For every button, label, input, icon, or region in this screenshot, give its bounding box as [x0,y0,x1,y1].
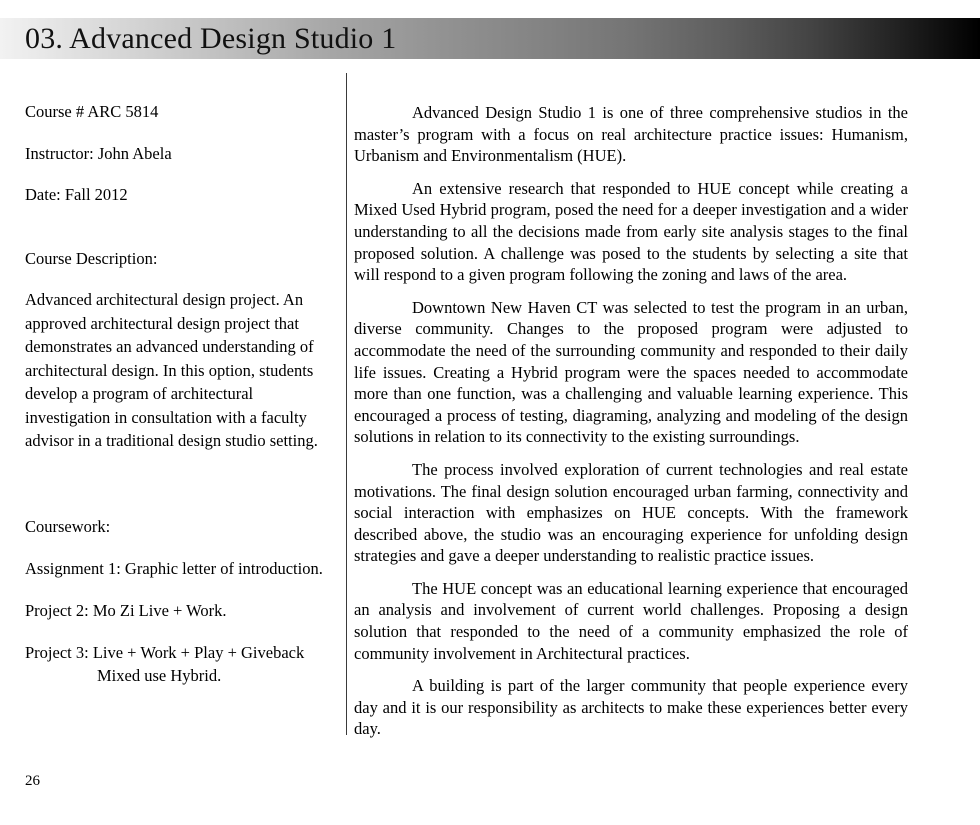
body-paragraph-4: The process involved exploration of current technologies and real estate motivations. The final design solution encouraged urban farming, connectivity and social interaction with emphasizes on HUE concepts. With the framework described above, the studio was an encouraging experience for unfolding design strategies and gave a deeper understanding to realistic practice issues. [354,459,908,566]
left-info-column [25,100,337,687]
body-paragraph-2: An extensive research that responded to HUE concept while creating a Mixed Used Hybrid program, posed the need for a deeper investigation and a wider understanding to all the decisions made from early site analysis stages to the final proposed solution. A challenge was posed to the students by selecting a site that will respond to a given program following the zoning and laws of the area. [354,178,908,285]
spacer-coursework-1 [25,538,337,557]
spacer-before-description [25,225,337,247]
body-paragraph-6: A building is part of the larger community that people experience every day and it is our responsibility as architects to make these experiences better every day. [354,676,908,739]
right-body-column [354,102,908,740]
spacer-coursework-3 [25,622,337,641]
page-number: 26 [25,773,40,789]
body-paragraph-3: Downtown New Haven CT was selected to test the program in an urban, diverse community. Changes to the proposed program were adjusted to accommodate the need of the surrounding community and responded to their daily life issues. Creating a Hybrid program were the spaces needed to accommodate more than one function, was a challenging and valuable learning experience. This encouraged a process of testing, diagraming, analyzing and modeling of the design solutions in relation to its connectivity to the existing surroundings. [354,297,908,447]
coursework-item-project-3-subline: Mixed use Hybrid. [97,665,222,685]
course-date: Date: Fall 2012 [25,185,128,204]
coursework-item-assignment-1: Assignment 1: Graphic letter of introduction. [25,558,323,578]
coursework-item-project-3: Project 3: Live + Work + Play + Giveback [25,642,305,662]
coursework-heading: Coursework: [25,516,111,536]
spacer-coursework-2 [25,580,337,599]
course-description-body: Advanced architectural design project. An approved architectural design project that demonstrates an advanced understanding of architectural design. In this option, students develop a program of architectural investigation in consultation with a faculty advisor in a traditional design studio setting. [25,290,318,450]
coursework-item-project-3-continuation [25,664,337,687]
body-paragraph-5: The HUE concept was an educational learning experience that encouraged an analysis and involvement of current world challenges. Proposing a design solution that responded to the need of a community emphasized the role of community involvement in Architectural practices. [354,578,908,663]
body-paragraph-1: Advanced Design Studio 1 is one of three comprehensive studios in the master’s program with a focus on real architecture practice issues: Humanism, Urbanism and Environmentalism (HUE). [354,103,908,166]
course-description-heading: Course Description: [25,248,158,268]
spacer-before-coursework [25,453,337,515]
page-title: 03. Advanced Design Studio 1 [25,22,397,55]
instructor-name: Instructor: John Abela [25,143,172,163]
column-divider [346,73,347,735]
course-number: Course # ARC 5814 [25,102,159,121]
coursework-item-project-2: Project 2: Mo Zi Live + Work. [25,600,227,620]
